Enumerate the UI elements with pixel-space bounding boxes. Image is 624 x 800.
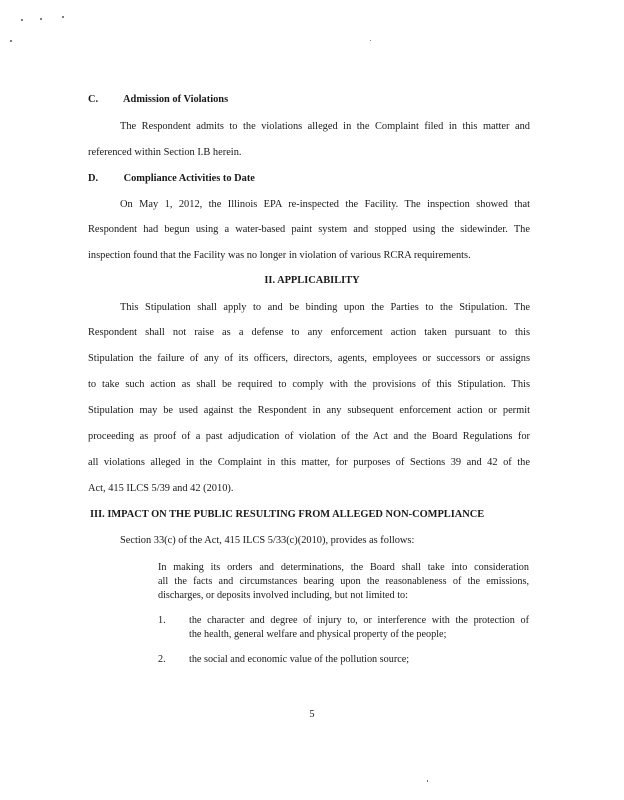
section-d-line-3: inspection found that the Facility was no longer in violation of various RCRA requirements. [88, 250, 471, 261]
quote-line-2: all the facts and circumstances bearing upon the reasonableness of the emissions, [158, 576, 529, 587]
list-item-number: 1. [158, 615, 166, 626]
scan-speck [40, 18, 42, 20]
section-c-line-2: referenced within Section I.B herein. [88, 147, 242, 158]
section-ii-heading: II. APPLICABILITY [264, 275, 360, 286]
section-c-label: C. [88, 94, 99, 105]
quote-line-3: discharges, or deposits involved including, but not limited to: [158, 590, 408, 601]
section-ii-line-1: This Stipulation shall apply to and be binding upon the Parties to the Stipulation. The [120, 302, 530, 313]
section-ii-line-2: Respondent shall not raise as a defense to any enforcement action taken pursuant to this [88, 327, 530, 338]
section-d-label: D. [88, 173, 99, 184]
section-c-title: Admission of Violations [123, 94, 229, 105]
section-d-title: Compliance Activities to Date [123, 173, 255, 184]
section-c-line-1: The Respondent admits to the violations alleged in the Complaint filed in this matter and [120, 121, 530, 132]
section-d-line-1: On May 1, 2012, the Illinois EPA re-inspected the Facility. The inspection showed that [120, 199, 530, 210]
scan-speck [21, 19, 23, 21]
list-item-2-line-1: the social and economic value of the pollution source; [189, 654, 410, 665]
list-item-1-line-2: the health, general welfare and physical property of the people; [189, 629, 447, 640]
scan-speck [62, 16, 64, 18]
scan-speck [370, 40, 371, 41]
section-ii-line-5: Stipulation may be used against the Respondent in any subsequent enforcement action or permit [88, 405, 530, 416]
section-ii-line-3: Stipulation the failure of any of its officers, directors, agents, employees or successors or assigns [88, 353, 530, 364]
section-ii-line-6: proceeding as proof of a past adjudication of violation of the Act and the Board Regulations for [88, 431, 530, 442]
page-number: 5 [309, 709, 315, 720]
section-iii-intro: Section 33(c) of the Act, 415 ILCS 5/33(c)(2010), provides as follows: [120, 535, 415, 546]
section-ii-line-7: all violations alleged in the Complaint in this matter, for purposes of Sections 39 and 42 of the [88, 457, 530, 468]
list-item-1-line-1: the character and degree of injury to, or interference with the protection of [189, 615, 529, 626]
section-c-heading [88, 93, 228, 107]
list-item-number: 2. [158, 654, 166, 665]
section-ii-line-8: Act, 415 ILCS 5/39 and 42 (2010). [88, 483, 234, 494]
section-d-line-2: Respondent had begun using a water-based paint system and stopped using the sidewinder. The [88, 224, 530, 235]
quote-line-1: In making its orders and determinations, the Board shall take into consideration [158, 562, 529, 573]
section-iii-heading: III. IMPACT ON THE PUBLIC RESULTING FROM ALLEGED NON-COMPLIANCE [90, 509, 485, 520]
scan-speck [10, 40, 12, 42]
scan-speck [427, 780, 428, 782]
section-ii-line-4: to take such action as shall be required to comply with the provisions of this Stipulation. This [88, 379, 530, 390]
section-d-heading [88, 172, 255, 186]
